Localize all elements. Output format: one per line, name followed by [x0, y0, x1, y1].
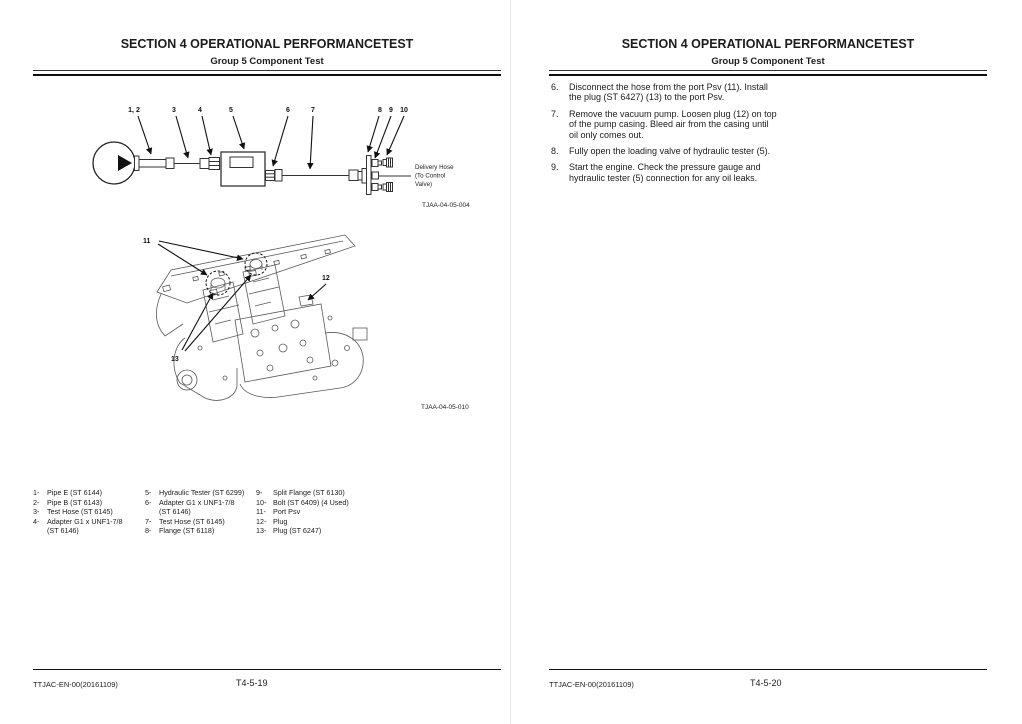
figure1-callout-arrows: [138, 116, 404, 169]
part-item-1: [33, 488, 129, 498]
part-label: Test Hose (ST 6145): [47, 507, 113, 516]
step-9: [551, 162, 801, 183]
page-number: T4-5-19: [236, 678, 268, 688]
figure1-callout-labels: [128, 107, 408, 114]
part-label: Adapter G1 x UNF1-7/8 (ST 6146): [47, 516, 123, 535]
svg-text:(To Control: (To Control: [415, 172, 446, 180]
figure1-code: TJAA-04-05-004: [422, 202, 470, 209]
parts-list-column-2: [145, 488, 255, 536]
part-number: 4-: [33, 516, 40, 526]
svg-text:Valve): Valve): [415, 181, 433, 188]
page-number: T4-5-20: [750, 678, 782, 688]
part-label: Split Flange (ST 6130): [273, 488, 345, 497]
part-label: Plug: [273, 516, 288, 526]
part-number: 3-: [33, 507, 40, 516]
split-flange-assembly: [349, 156, 411, 195]
part-number: 13-: [256, 526, 267, 535]
callout-4: 4: [198, 107, 202, 114]
part-item-8: [145, 526, 255, 536]
part-item-9: [256, 488, 381, 498]
part-number: 8-: [145, 526, 152, 535]
page-title: SECTION 4 OPERATIONAL PERFORMANCETEST: [621, 37, 915, 51]
procedure-steps: [551, 82, 801, 189]
callout-6: 6: [286, 107, 290, 114]
part-label: Test Hose (ST 6145): [159, 516, 225, 526]
figure2-code: TJAA-04-05-010: [421, 404, 469, 411]
step-6: [551, 82, 801, 103]
part-number: 6-: [145, 497, 152, 507]
part-item-13: [256, 526, 381, 536]
part-label: Flange (ST 6118): [159, 526, 215, 535]
callout-12: 12: [322, 275, 330, 282]
step-text: Start the engine. Check the pressure gauge and hydraulic tester (5) connection for any oil leaks.: [569, 162, 761, 183]
pipe-and-fittings: [135, 156, 220, 171]
part-number: 2-: [33, 497, 40, 507]
step-number: 9.: [551, 162, 559, 173]
page-title: SECTION 4 OPERATIONAL PERFORMANCETEST: [120, 37, 414, 51]
header-double-rule: [33, 70, 501, 76]
part-label: Hydraulic Tester (ST 6299): [159, 488, 245, 497]
part-label: Adapter G1 x UNF1-7/8 (ST 6146): [159, 497, 235, 516]
part-label: Port Psv: [273, 507, 301, 516]
page-subtitle: Group 5 Component Test: [711, 56, 825, 67]
step-text: Remove the vacuum pump. Loosen plug (12) on top of the pump casing. Bleed air from the casing until oil only comes out.: [569, 108, 777, 140]
document-code: TTJAC-EN-00(20161109): [549, 680, 634, 689]
step-text: Disconnect the hose from the port Psv (11). Install the plug (ST 6427) (13) to the port Psv.: [569, 82, 768, 103]
step-number: 8.: [551, 146, 559, 157]
callout-11: 11: [143, 238, 151, 245]
step-number: 7.: [551, 108, 559, 119]
part-number: 1-: [33, 488, 40, 497]
part-item-6: [145, 498, 255, 517]
parts-list-column-1: [33, 488, 129, 536]
pump-symbol: [93, 142, 135, 184]
part-item-2: [33, 498, 129, 508]
part-item-10: [256, 498, 381, 508]
footer-rule: [549, 669, 987, 670]
part-label: Plug (ST 6247): [273, 526, 322, 535]
footer-rule: [33, 669, 501, 670]
part-item-7: [145, 517, 255, 527]
part-number: 5-: [145, 488, 152, 497]
step-number: 6.: [551, 82, 559, 92]
document-code: TTJAC-EN-00(20161109): [33, 680, 118, 689]
part-number: 9-: [256, 488, 263, 497]
part-label: Pipe E (ST 6144): [47, 488, 103, 497]
callout-7: 7: [311, 107, 315, 114]
delivery-hose-annotation: [415, 164, 454, 188]
parts-list-column-3: [256, 488, 381, 536]
callout-9: 9: [389, 107, 393, 114]
callout-1-2: 1, 2: [128, 107, 140, 114]
step-text: Fully open the loading valve of hydraulic tester (5).: [569, 146, 771, 157]
pump-assembly-sketch: [156, 235, 367, 400]
part-number: 7-: [145, 516, 152, 526]
part-item-3: [33, 507, 129, 517]
hydraulic-tester-box: [221, 152, 265, 186]
part-item-5: [145, 488, 255, 498]
right-page: [511, 0, 1022, 724]
part-number: 10-: [256, 497, 267, 507]
part-number: 12-: [256, 516, 267, 526]
callout-3: 3: [172, 107, 176, 114]
part-item-4: [33, 517, 129, 536]
tester-outlet-fittings: [266, 170, 350, 182]
part-item-11: [256, 507, 381, 517]
page-subtitle: Group 5 Component Test: [210, 56, 324, 67]
part-label: Pipe B (ST 6143): [47, 497, 103, 507]
step-7: [551, 109, 801, 140]
callout-5: 5: [229, 107, 233, 114]
svg-text:Delivery Hose: Delivery Hose: [415, 164, 454, 171]
part-label: Bolt (ST 6409) (4 Used): [273, 497, 349, 507]
part-number: 11-: [256, 507, 266, 516]
step-8: [551, 146, 801, 156]
figure-tester-hookup-diagram: [85, 95, 485, 210]
callout-13: 13: [171, 356, 179, 363]
callout-10: 10: [400, 107, 408, 114]
part-item-12: [256, 517, 381, 527]
callout-8: 8: [378, 107, 382, 114]
header-double-rule: [549, 70, 987, 76]
figure-pump-assembly-diagram: [125, 228, 405, 413]
